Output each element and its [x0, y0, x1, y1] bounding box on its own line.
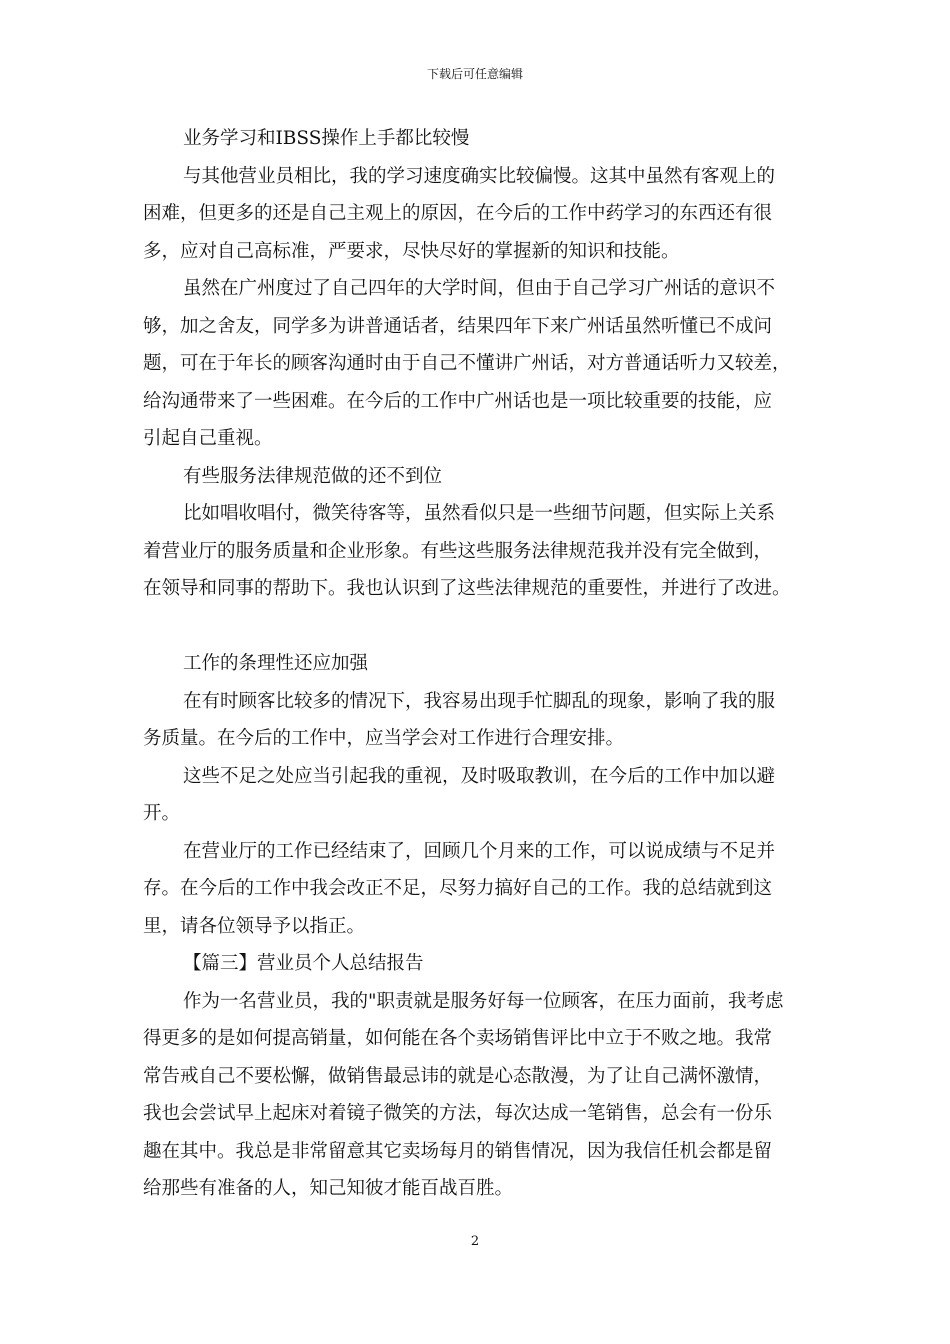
- paragraph-line: 着营业厅的服务质量和企业形象。有些这些服务法律规范我并没有完全做到，: [143, 540, 773, 562]
- paragraph-line: 趣在其中。我总是非常留意其它卖场每月的销售情况，因为我信任机会都是留: [143, 1140, 773, 1162]
- paragraph-line: 务质量。在今后的工作中，应当学会对工作进行合理安排。: [143, 728, 625, 749]
- paragraph-line: 比如唱收唱付，微笑待客等，虽然看似只是一些细节问题，但实际上关系: [183, 503, 776, 524]
- paragraph-line: 虽然在广州度过了自己四年的大学时间，但由于自己学习广州话的意识不: [183, 278, 776, 299]
- blank-line: [143, 608, 823, 646]
- section-heading: 工作的条理性还应加强: [183, 653, 369, 674]
- paragraph-line: 在营业厅的工作已经结束了，回顾几个月来的工作，可以说成绩与不足并: [183, 840, 776, 862]
- paragraph-line: 得更多的是如何提高销量，如何能在各个卖场销售评比中立于不败之地。我常: [143, 1028, 773, 1049]
- paragraph-line: 常告戒自己不要松懈，做销售最忌讳的就是心态散漫，为了让自己满怀激情，: [143, 1065, 773, 1087]
- paragraph-line: 给沟通带来了一些困难。在今后的工作中广州话也是一项比较重要的技能，应: [143, 390, 773, 412]
- paragraph-line: 在领导和同事的帮助下。我也认识到了这些法律规范的重要性，并进行了改进。: [143, 578, 791, 599]
- paragraph-line: 够，加之舍友，同学多为讲普通话者，结果四年下来广州话虽然听懂已不成问: [143, 315, 773, 337]
- paragraph-line: 给那些有准备的人，知己知彼才能百战百胜。: [143, 1178, 514, 1199]
- paragraph-line: 我也会尝试早上起床对着镜子微笑的方法，每次达成一笔销售，总会有一份乐: [143, 1103, 773, 1124]
- section-heading: 【篇三】营业员个人总结报告: [183, 953, 424, 974]
- section-heading: 有些服务法律规范做的还不到位: [183, 465, 443, 487]
- paragraph-line: 引起自己重视。: [143, 428, 273, 449]
- paragraph-line: 作为一名营业员，我的"职责就是服务好每一位顾客，在压力面前，我考虑: [183, 990, 784, 1012]
- paragraph-line: 里，请各位领导予以指正。: [143, 915, 366, 937]
- paragraph-line: 多，应对自己高标准，严要求，尽快尽好的掌握新的知识和技能。: [143, 240, 680, 262]
- document-body: [143, 120, 823, 1208]
- paragraph-line: 在有时顾客比较多的情况下，我容易出现手忙脚乱的现象，影响了我的服: [183, 690, 776, 712]
- section-heading: 业务学习和IBSS操作上手都比较慢: [183, 128, 470, 149]
- paragraph-line: 题，可在于年长的顾客沟通时由于自己不懂讲广州话，对方普通话听力又较差，: [143, 353, 791, 374]
- paragraph-line: 与其他营业员相比，我的学习速度确实比较偏慢。这其中虽然有客观上的: [183, 165, 776, 187]
- paragraph-line: 开。: [143, 803, 181, 824]
- page-header: 下载后可任意编辑: [426, 67, 523, 81]
- paragraph-line: 这些不足之处应当引起我的重视，及时吸取教训，在今后的工作中加以避: [183, 765, 776, 787]
- page-number: 2: [470, 1234, 480, 1249]
- paragraph-line: 存。在今后的工作中我会改正不足，尽努力搞好自己的工作。我的总结就到这: [143, 878, 773, 899]
- paragraph-line: 困难，但更多的还是自己主观上的原因，在今后的工作中药学习的东西还有很: [143, 203, 773, 224]
